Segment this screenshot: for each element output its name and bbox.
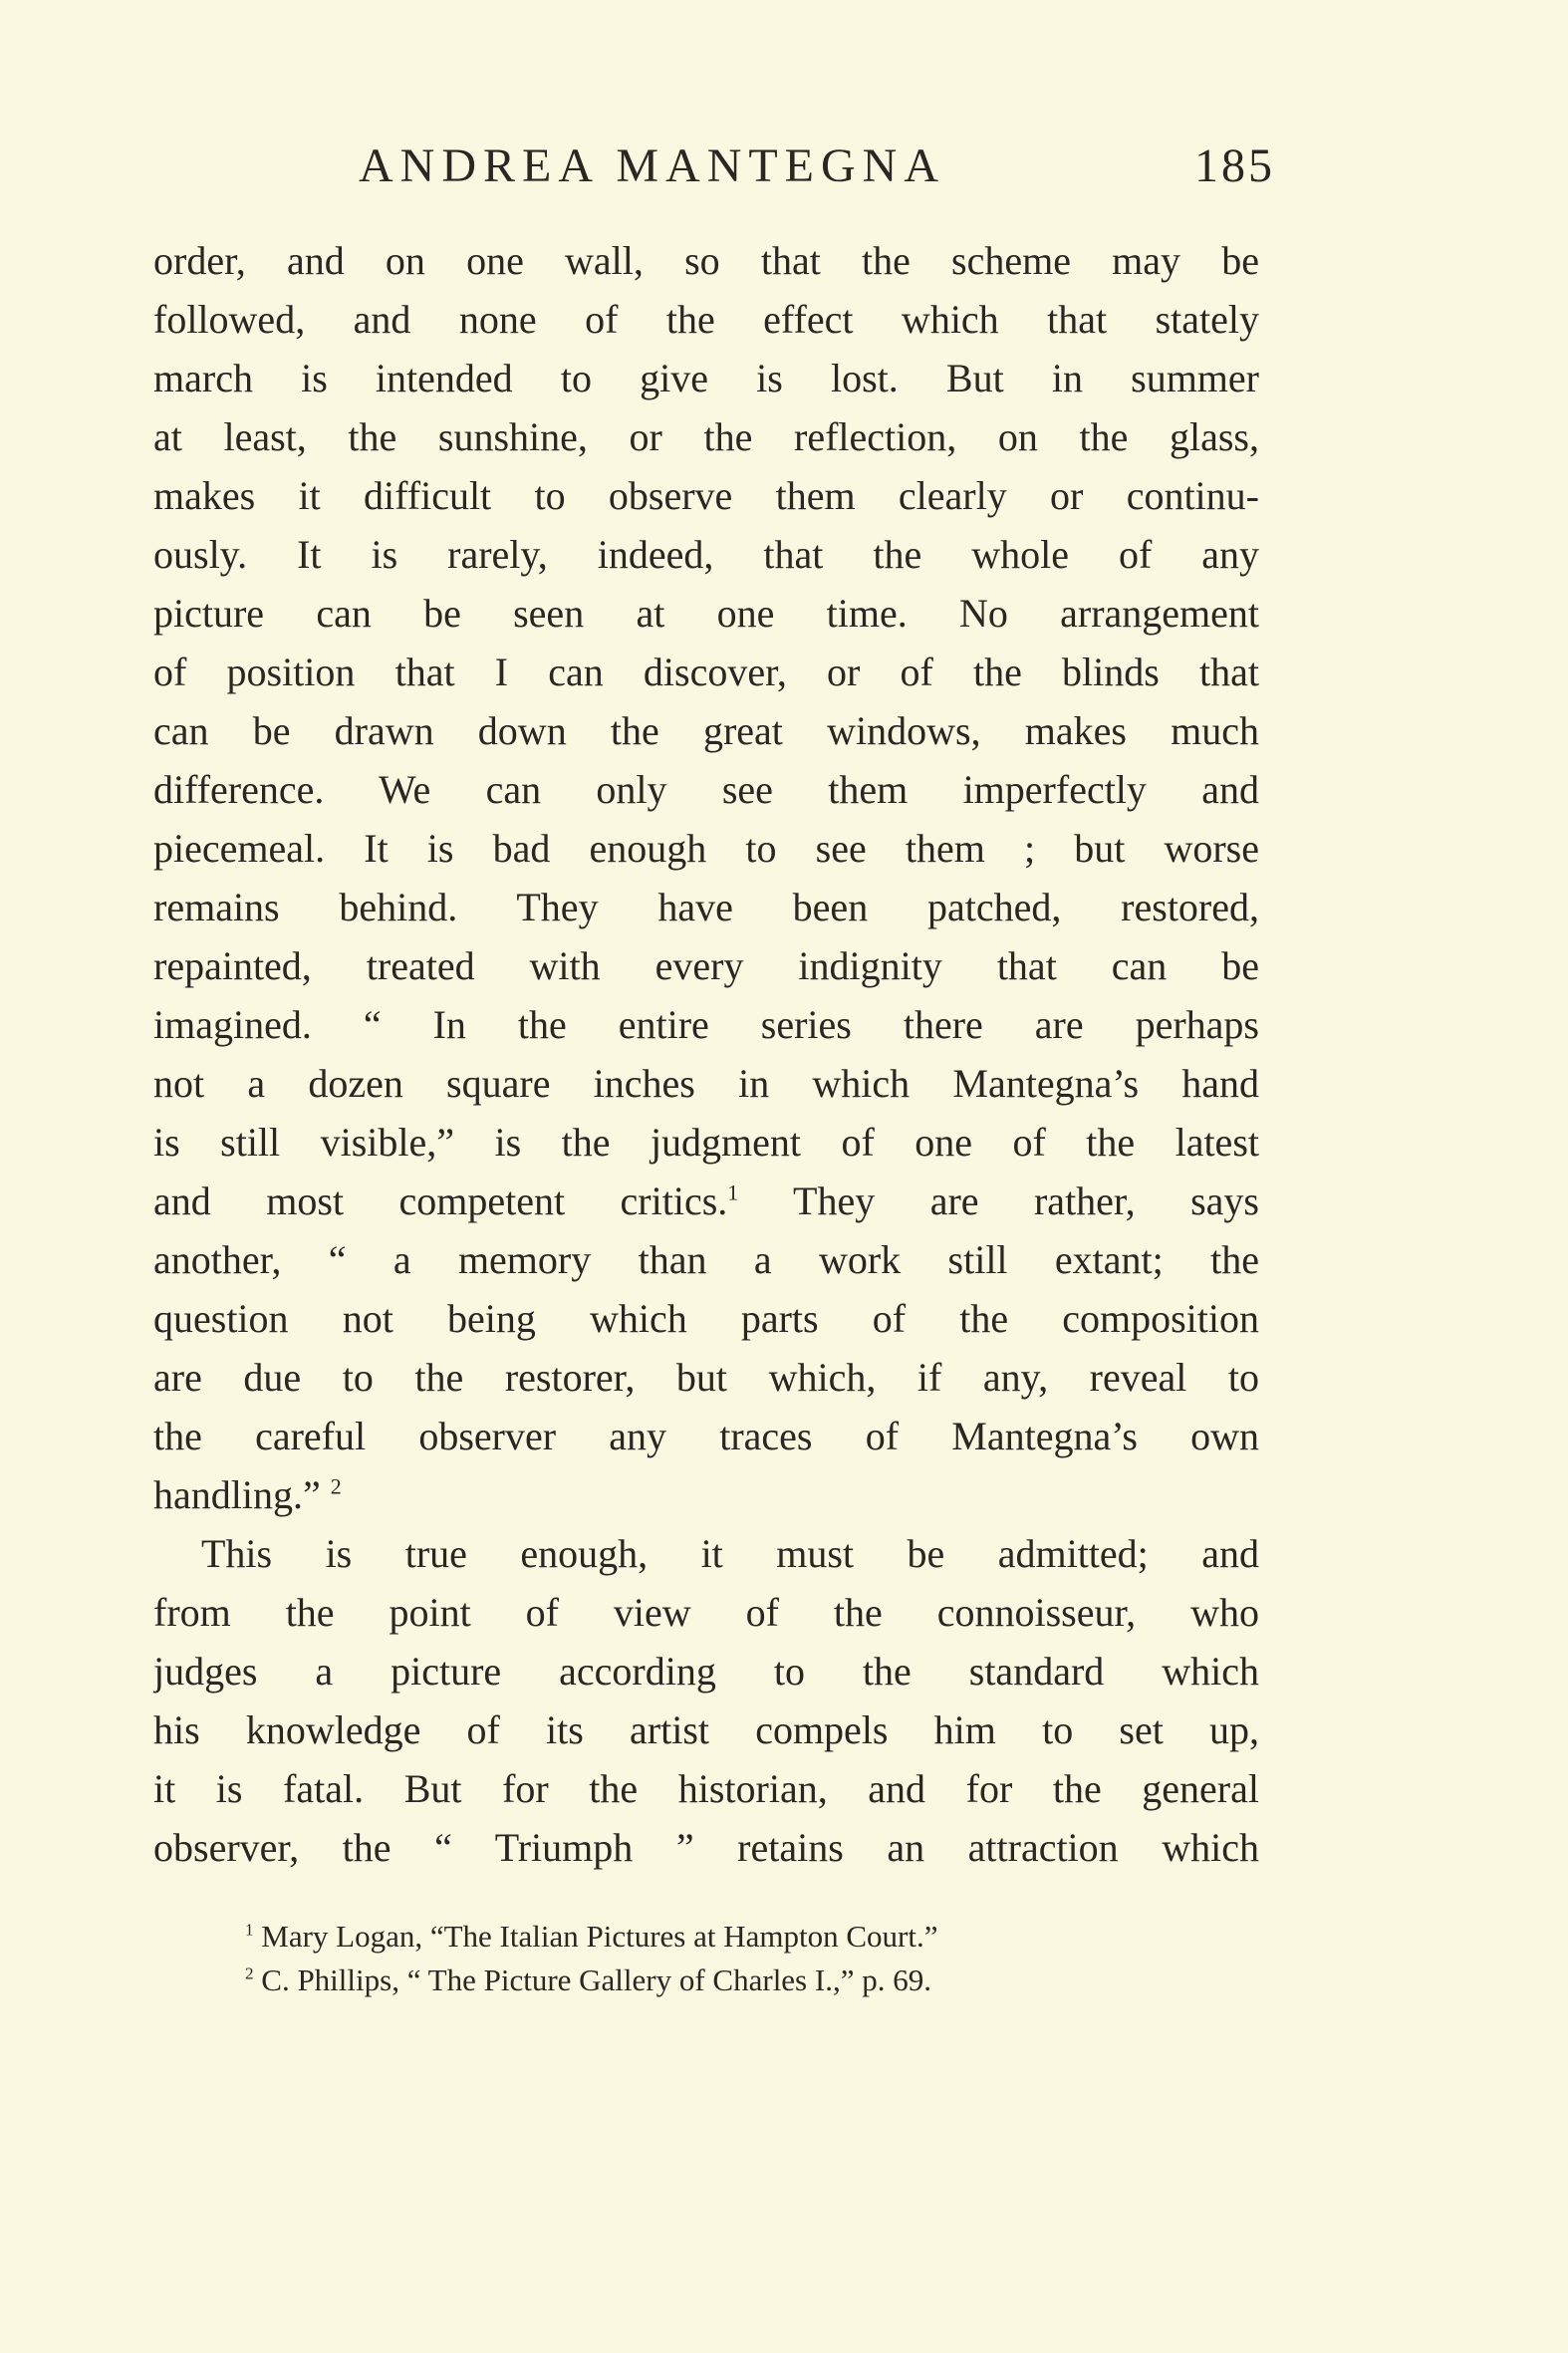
- text-line: makes it difficult to observe them clearly or continu-: [153, 473, 1259, 518]
- text-segment: and most competent critics.: [153, 1178, 728, 1223]
- footnote-marker-2: 2: [330, 1473, 342, 1499]
- text-line-with-footnote-1: [153, 1172, 1259, 1230]
- footnote-1-text: Mary Logan, “The Italian Pictures at Hampton Court.”: [261, 1919, 938, 1954]
- footnotes: [245, 1915, 1241, 2002]
- text-line: his knowledge of its artist compels him to set up,: [153, 1707, 1259, 1752]
- text-line: march is intended to give is lost. But in summer: [153, 356, 1259, 400]
- text-line: question not being which parts of the composition: [153, 1296, 1259, 1341]
- text-line: picture can be seen at one time. No arrangement: [153, 591, 1259, 636]
- text-line: are due to the restorer, but which, if any, reveal to: [153, 1355, 1259, 1400]
- running-title: ANDREA MANTEGNA: [359, 139, 945, 192]
- footnote-1: [245, 1915, 1241, 1959]
- text-line: remains behind. They have been patched, restored,: [153, 885, 1259, 929]
- text-line: another, “ a memory than a work still extant; the: [153, 1237, 1259, 1282]
- text-line: followed, and none of the effect which that stately: [153, 297, 1259, 342]
- page-number: 185: [1194, 139, 1275, 192]
- body-text: [153, 231, 1259, 1877]
- footnote-1-mark: 1: [245, 1920, 254, 1940]
- text-line: at least, the sunshine, or the reflection, on the glass,: [153, 414, 1259, 459]
- page-header: [359, 131, 1275, 201]
- footnote-marker-1: 1: [727, 1179, 739, 1205]
- text-line: not a dozen square inches in which Mantegna’s hand: [153, 1061, 1259, 1106]
- paragraph-start-line: This is true enough, it must be admitted; and: [201, 1531, 1259, 1576]
- footnote-2: [245, 1959, 1241, 2002]
- text-line: repainted, treated with every indignity that can be: [153, 943, 1259, 988]
- text-line: can be drawn down the great windows, makes much: [153, 708, 1259, 753]
- footnote-2-mark: 2: [245, 1963, 254, 1983]
- text-line: ously. It is rarely, indeed, that the whole of any: [153, 532, 1259, 577]
- text-line: observer, the “ Triumph ” retains an attraction which: [153, 1825, 1259, 1870]
- footnote-2-text: C. Phillips, “ The Picture Gallery of Charles I.,” p. 69.: [261, 1962, 931, 1997]
- text-line: piecemeal. It is bad enough to see them ; but worse: [153, 826, 1259, 871]
- text-line: judges a picture according to the standard which: [153, 1649, 1259, 1694]
- text-line: of position that I can discover, or of the blinds that: [153, 650, 1259, 694]
- text-line: imagined. “ In the entire series there are perhaps: [153, 1002, 1259, 1047]
- text-segment: They are rather, says: [738, 1178, 1259, 1223]
- text-line: the careful observer any traces of Mantegna’s own: [153, 1414, 1259, 1458]
- text-segment: handling.”: [153, 1472, 321, 1517]
- text-line-with-footnote-2: [153, 1465, 1259, 1524]
- text-line: order, and on one wall, so that the scheme may be: [153, 238, 1259, 283]
- text-line: is still visible,” is the judgment of one of the latest: [153, 1120, 1259, 1165]
- text-line: it is fatal. But for the historian, and for the general: [153, 1766, 1259, 1811]
- text-line: from the point of view of the connoisseur, who: [153, 1590, 1259, 1635]
- text-line: difference. We can only see them imperfectly and: [153, 767, 1259, 812]
